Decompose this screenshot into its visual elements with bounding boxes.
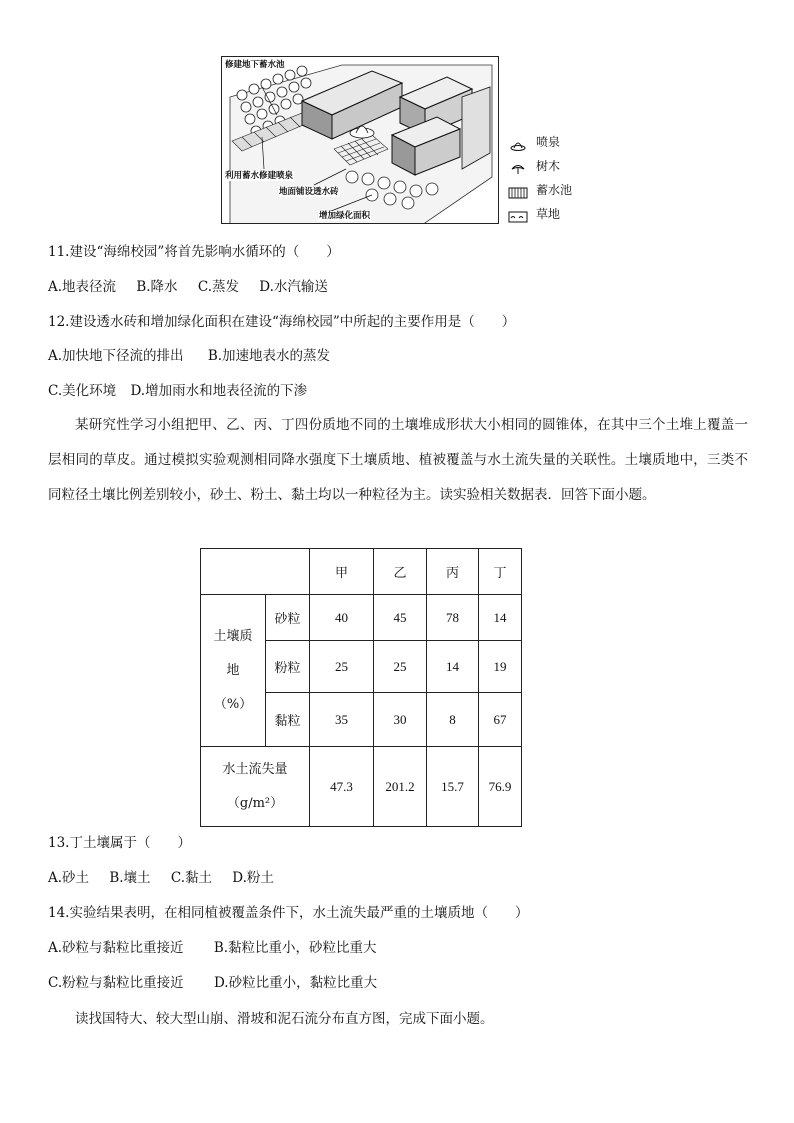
question-13-stem: 13.丁土壤属于（ ） bbox=[48, 835, 191, 851]
table-row-sand bbox=[201, 595, 522, 641]
option-a[interactable]: A.加快地下径流的排出 bbox=[48, 348, 184, 364]
column-header: 丙 bbox=[427, 549, 479, 595]
table-header-row bbox=[201, 549, 522, 595]
option-d[interactable]: D.粉土 bbox=[232, 870, 274, 886]
label-fountain: 利用蓄水修建喷泉 bbox=[225, 171, 294, 181]
campus-illustration bbox=[222, 57, 499, 224]
option-a[interactable]: A.地表径流 bbox=[48, 279, 117, 295]
question-11-stem: 11.建设“海绵校园”将首先影响水循环的（ ） bbox=[48, 244, 340, 260]
table-cell: 45 bbox=[374, 595, 427, 641]
table-cell: 35 bbox=[310, 693, 374, 747]
table-cell: 30 bbox=[374, 693, 427, 747]
question-11-options bbox=[48, 278, 344, 296]
grass-icon bbox=[508, 208, 528, 220]
legend-label: 喷泉 bbox=[536, 135, 561, 149]
label-underground-pool: 修建地下蓄水池 bbox=[225, 60, 285, 70]
row-label: 粉粒 bbox=[266, 641, 310, 693]
option-d[interactable]: D.增加雨水和地表径流的下渗 bbox=[130, 383, 308, 399]
option-b[interactable]: B.壤土 bbox=[109, 870, 151, 886]
group-label-line: 地 bbox=[226, 662, 240, 678]
row-label: 黏粒 bbox=[266, 693, 310, 747]
question-14-options-row1 bbox=[48, 939, 393, 957]
option-c[interactable]: C.蒸发 bbox=[197, 279, 239, 295]
group-label-line: 土壤质 bbox=[213, 628, 253, 644]
label-green-area: 增加绿化面积 bbox=[319, 211, 371, 221]
question-14-stem: 14.实验结果表明，在相同植被覆盖条件下，水土流失最严重的土壤质地（ ） bbox=[48, 905, 529, 921]
legend-item-fountain bbox=[508, 134, 560, 150]
soil-loss-label-line: 水土流失量 bbox=[222, 761, 288, 777]
question-14-options-row2 bbox=[48, 974, 393, 992]
soil-loss-label bbox=[201, 747, 310, 827]
table-cell: 78 bbox=[427, 595, 479, 641]
legend-item-grass bbox=[508, 206, 560, 222]
question-13-options bbox=[48, 869, 290, 887]
option-c[interactable]: C.黏土 bbox=[170, 870, 212, 886]
table-cell: 47.3 bbox=[310, 747, 374, 827]
option-b[interactable]: B.降水 bbox=[136, 279, 178, 295]
row-label: 砂粒 bbox=[266, 595, 310, 641]
fountain-icon bbox=[508, 136, 528, 148]
option-c[interactable]: C.美化环境 bbox=[48, 383, 117, 399]
experiment-intro: 某研究性学习小组把甲、乙、丙、丁四份质地不同的土壤堆成形状大小相同的圆锥体，在其中三个土堆上覆盖一层相同的草皮。通过模拟实验观测相同降水强度下土壤质地、植被覆盖与水土流失量的关联性。土壤质地中，三类不同粒径土壤比例差别较小，砂土、粉土、黏土均以一种粒径为主。读实验相关数据表．回答下面小题。 bbox=[48, 417, 748, 503]
table-row-soil-loss bbox=[201, 747, 522, 827]
table-corner-cell bbox=[201, 549, 310, 595]
legend-label: 草地 bbox=[536, 207, 561, 221]
option-c[interactable]: C.粉粒与黏粒比重接近 bbox=[48, 975, 184, 991]
question-12-options-row1 bbox=[48, 347, 346, 365]
option-a[interactable]: A.砂土 bbox=[48, 870, 90, 886]
legend-item-tree bbox=[508, 158, 560, 174]
legend-label: 树木 bbox=[536, 159, 561, 173]
soil-data-table bbox=[200, 548, 522, 827]
table-cell: 19 bbox=[479, 641, 522, 693]
question-12-options-row2 bbox=[48, 382, 323, 400]
sponge-campus-figure bbox=[221, 56, 499, 224]
group-label-line: （%） bbox=[213, 696, 253, 712]
column-header: 乙 bbox=[374, 549, 427, 595]
table-cell: 201.2 bbox=[374, 747, 427, 827]
table-cell: 15.7 bbox=[427, 747, 479, 827]
option-d[interactable]: D.水汽输送 bbox=[259, 279, 328, 295]
pool-icon bbox=[508, 184, 528, 196]
table-cell: 76.9 bbox=[479, 747, 522, 827]
table-cell: 14 bbox=[479, 595, 522, 641]
table-cell: 14 bbox=[427, 641, 479, 693]
option-a[interactable]: A.砂粒与黏粒比重接近 bbox=[48, 940, 184, 956]
option-b[interactable]: B.黏粒比重小，砂粒比重大 bbox=[213, 940, 377, 956]
next-section-intro: 读找国特大、较大型山崩、滑坡和泥石流分布直方图，完成下面小题。 bbox=[75, 1011, 494, 1027]
table-cell: 25 bbox=[310, 641, 374, 693]
legend-label: 蓄水池 bbox=[536, 183, 573, 197]
soil-texture-group-label bbox=[201, 595, 266, 747]
tree-icon bbox=[508, 160, 528, 172]
column-header: 丁 bbox=[479, 549, 522, 595]
table-cell: 67 bbox=[479, 693, 522, 747]
question-12-stem: 12.建设透水砖和增加绿化面积在建设“海绵校园”中所起的主要作用是（ ） bbox=[48, 314, 516, 330]
table-cell: 8 bbox=[427, 693, 479, 747]
soil-loss-label-line: （g/m²） bbox=[226, 795, 284, 811]
legend-item-pool bbox=[508, 182, 572, 198]
table-cell: 25 bbox=[374, 641, 427, 693]
label-permeable-brick: 地面铺设透水砖 bbox=[279, 187, 339, 197]
option-b[interactable]: B.加速地表水的蒸发 bbox=[207, 348, 331, 364]
option-d[interactable]: D.砂粒比重小，黏粒比重大 bbox=[213, 975, 378, 991]
column-header: 甲 bbox=[310, 549, 374, 595]
table-cell: 40 bbox=[310, 595, 374, 641]
